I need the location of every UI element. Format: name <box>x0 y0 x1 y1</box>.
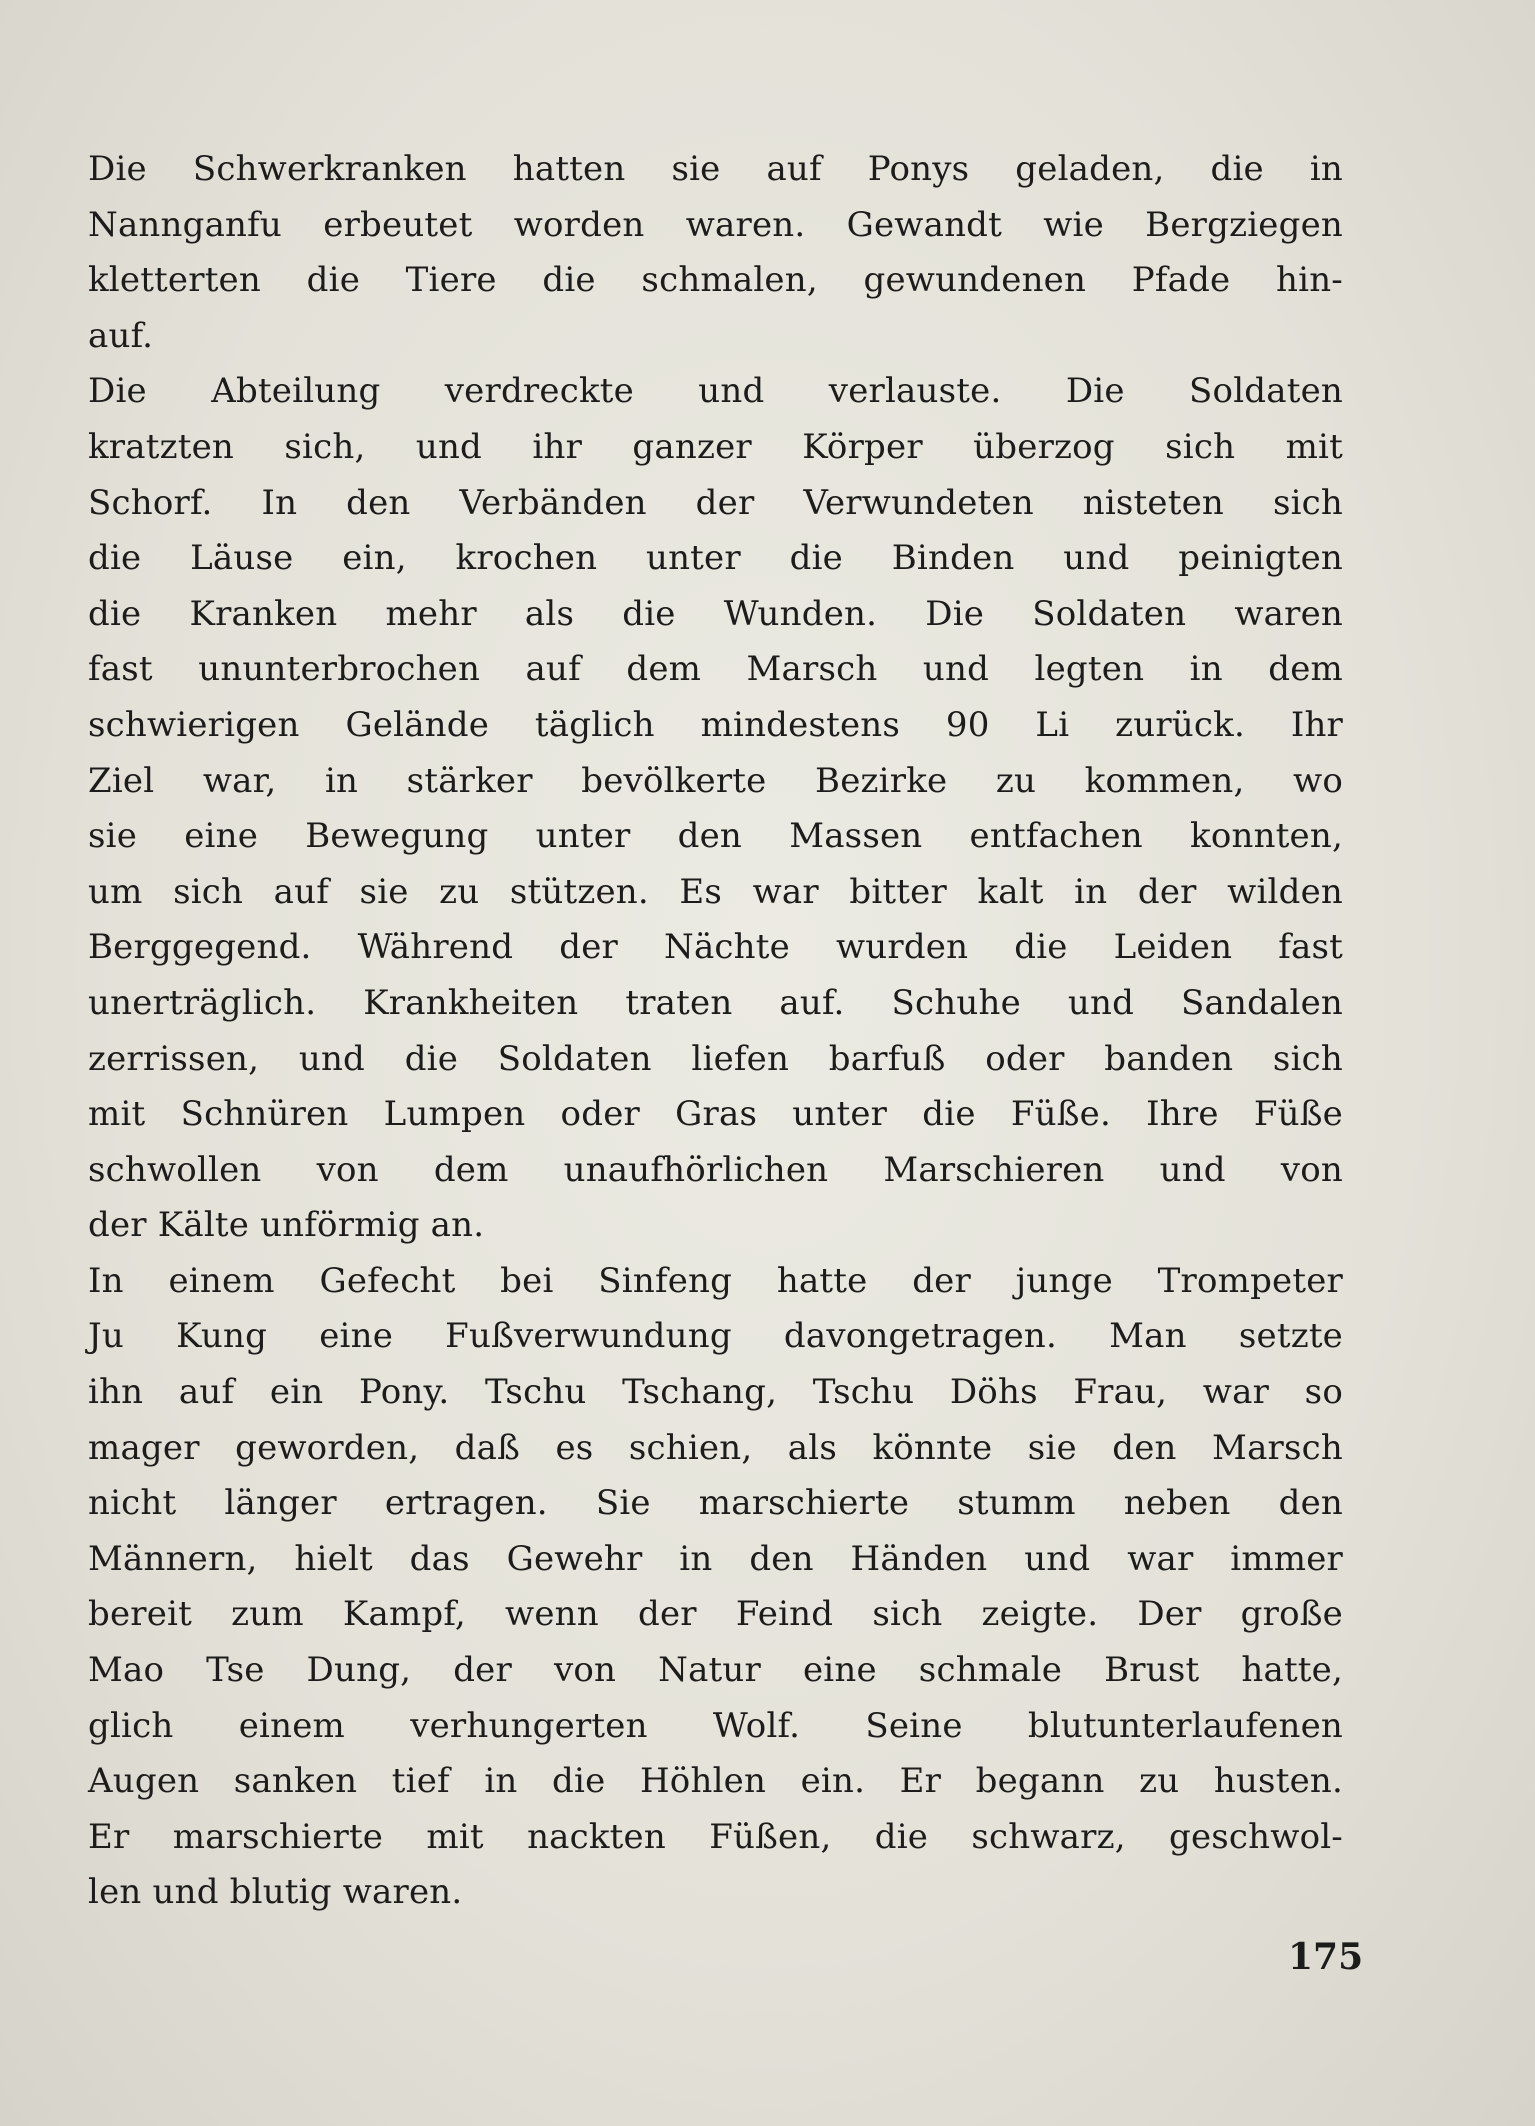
text-line: Mao Tse Dung, der von Natur eine schmale Brust hatte, <box>88 1650 1343 1691</box>
text-line: In einem Gefecht bei Sinfeng hatte der junge Trompeter <box>88 1260 1343 1301</box>
text-line: Berggegend. Während der Nächte wurden die Leiden fast <box>88 927 1343 968</box>
text-line: um sich auf sie zu stützen. Es war bitter kalt in der wilden <box>88 871 1343 912</box>
text-line: len und blutig waren. <box>88 1872 463 1913</box>
text-line: Männern, hielt das Gewehr in den Händen und war immer <box>88 1538 1343 1579</box>
paragraph-3 <box>88 1254 1343 1921</box>
text-line: die Kranken mehr als die Wunden. Die Soldaten waren <box>88 593 1343 634</box>
text-line: kratzten sich, und ihr ganzer Körper überzog sich mit <box>88 426 1343 467</box>
text-line: auf. <box>88 315 154 356</box>
page-number: 175 <box>1288 1936 1364 1978</box>
body-text <box>88 142 1343 1921</box>
text-line: Er marschierte mit nackten Füßen, die schwarz, geschwol- <box>88 1816 1343 1857</box>
text-line: mit Schnüren Lumpen oder Gras unter die Füße. Ihre Füße <box>88 1094 1343 1135</box>
text-line: Ju Kung eine Fußverwundung davongetragen. Man setzte <box>88 1316 1343 1357</box>
paragraph-2 <box>88 364 1343 1254</box>
text-line: Die Schwerkranken hatten sie auf Ponys geladen, die in <box>88 149 1343 189</box>
text-line: Schorf. In den Verbänden der Verwundeten nisteten sich <box>88 482 1343 523</box>
text-line: nicht länger ertragen. Sie marschierte stumm neben den <box>88 1483 1343 1524</box>
text-line: Die Abteilung verdreckte und verlauste. Die Soldaten <box>88 371 1343 412</box>
text-line: ihn auf ein Pony. Tschu Tschang, Tschu Döhs Frau, war so <box>88 1372 1343 1413</box>
paragraph-1 <box>88 142 1343 364</box>
text-line: sie eine Bewegung unter den Massen entfachen konnten, <box>88 816 1343 857</box>
text-line: kletterten die Tiere die schmalen, gewundenen Pfade hin- <box>88 260 1343 301</box>
text-line: die Läuse ein, krochen unter die Binden und peinigten <box>88 538 1343 579</box>
text-line: schwollen von dem unaufhörlichen Marschieren und von <box>88 1149 1343 1190</box>
text-line: schwierigen Gelände täglich mindestens 90 Li zurück. Ihr <box>88 704 1343 745</box>
text-line: fast ununterbrochen auf dem Marsch und legten in dem <box>88 649 1343 690</box>
text-line: der Kälte unförmig an. <box>88 1205 485 1246</box>
text-line: glich einem verhungerten Wolf. Seine blutunterlaufenen <box>88 1705 1343 1746</box>
text-line: Ziel war, in stärker bevölkerte Bezirke zu kommen, wo <box>88 760 1343 801</box>
text-line: Nannganfu erbeutet worden waren. Gewandt wie Bergziegen <box>88 204 1343 245</box>
text-line: zerrissen, und die Soldaten liefen barfuß oder banden sich <box>88 1038 1343 1079</box>
text-line: mager geworden, daß es schien, als könnte sie den Marsch <box>88 1427 1343 1468</box>
text-line: Augen sanken tief in die Höhlen ein. Er begann zu husten. <box>88 1761 1343 1802</box>
text-line: bereit zum Kampf, wenn der Feind sich zeigte. Der große <box>88 1594 1343 1635</box>
text-line: unerträglich. Krankheiten traten auf. Schuhe und Sandalen <box>88 982 1343 1023</box>
